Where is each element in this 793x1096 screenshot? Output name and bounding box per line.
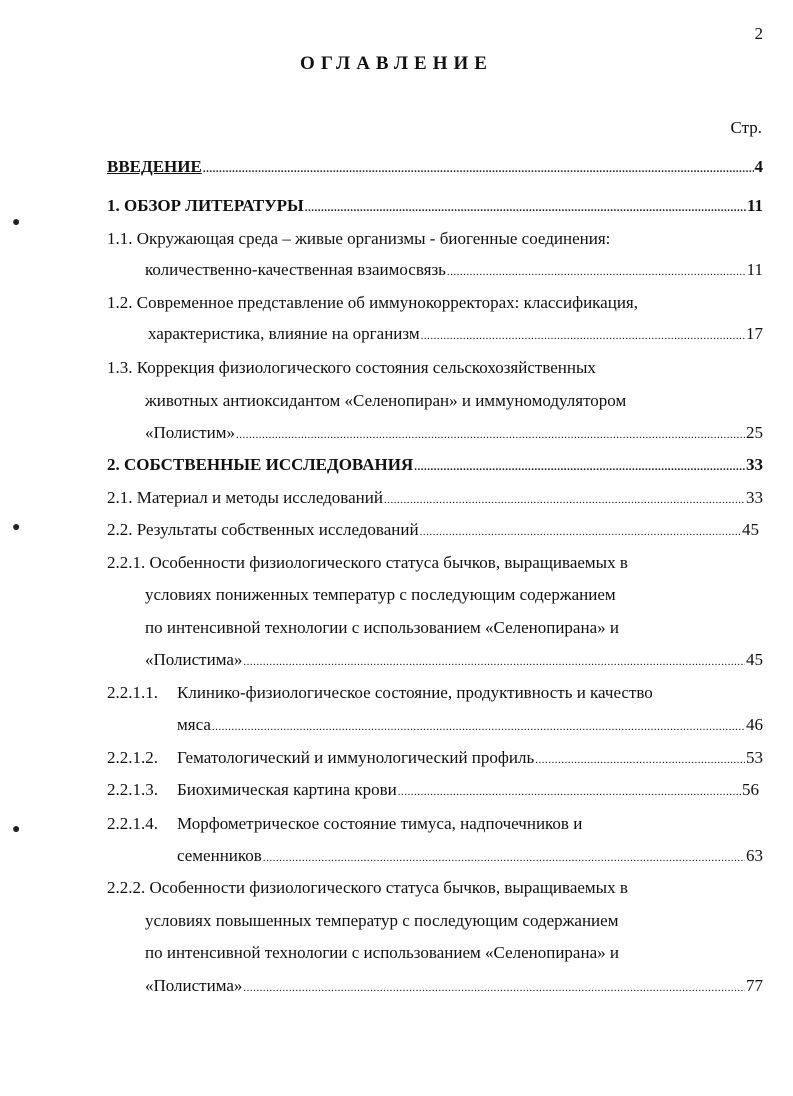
- toc-entry-number: 2.2.1.2.: [107, 748, 158, 767]
- toc-leader: [447, 261, 746, 283]
- toc-entry-page: 63: [746, 846, 763, 865]
- page-title: ОГЛАВЛЕНИЕ: [300, 53, 493, 74]
- toc-entry-line: по интенсивной технологии с использованием «Селенопирана» и: [145, 943, 619, 962]
- toc-leader: [212, 716, 745, 738]
- toc-entry-page: 11: [746, 196, 763, 215]
- toc-entry-title: Клинико-физиологическое состояние, продуктивность и качество: [177, 683, 653, 702]
- toc-entry-title: Морфометрическое состояние тимуса, надпочечников и: [177, 814, 583, 833]
- toc-entry-page: 33: [746, 488, 763, 507]
- toc-entry-page: 56: [742, 780, 759, 799]
- toc-entry-title: семенников: [177, 846, 262, 865]
- toc-entry-line: 1.1. Окружающая среда – живые организмы - биогенные соединения:: [107, 229, 611, 248]
- toc-entry: [107, 156, 763, 180]
- toc-entry: [148, 323, 763, 347]
- toc-entry: [177, 845, 763, 869]
- toc-leader: [421, 325, 745, 347]
- toc-entry-line: [107, 682, 653, 704]
- toc-entry-page: 45: [742, 520, 759, 539]
- toc-entry-line: 2.2.1. Особенности физиологического статуса бычков, выращиваемых в: [107, 553, 628, 572]
- toc-entry-line: по интенсивной технологии с использованием «Селенопирана» и: [145, 618, 619, 637]
- toc-entry-page: 17: [746, 324, 763, 343]
- toc-entry-line: [107, 813, 582, 835]
- toc-entry-title: «Полистим»: [145, 423, 235, 442]
- margin-mark: ●: [12, 822, 21, 837]
- toc-entry-page: 4: [754, 157, 763, 176]
- toc-entry-title: «Полистима»: [145, 976, 243, 995]
- toc-entry-page: 77: [746, 976, 763, 995]
- toc-leader: [203, 158, 754, 180]
- toc-leader: [414, 456, 745, 478]
- toc-entry: [107, 779, 759, 803]
- toc-leader: [243, 651, 745, 673]
- toc-entry-title: мяса: [177, 715, 211, 734]
- toc-entry-line: 1.3. Коррекция физиологического состояния сельскохозяйственных: [107, 358, 596, 377]
- toc-leader: [535, 749, 745, 771]
- toc-entry-title: «Полистима»: [145, 650, 243, 669]
- toc-entry-title: характеристика, влияние на организм: [148, 324, 420, 343]
- toc-entry-page: 25: [746, 423, 763, 442]
- page-column-label: Стр.: [730, 118, 762, 137]
- toc-entry-line: 2.2.2. Особенности физиологического статуса бычков, выращиваемых в: [107, 878, 628, 897]
- toc-leader: [236, 424, 745, 446]
- toc-leader: [305, 197, 746, 219]
- toc-entry-line: животных антиоксидантом «Селенопиран» и иммуномодулятором: [145, 391, 627, 410]
- toc-entry: [107, 747, 763, 771]
- toc-entry: [145, 975, 763, 999]
- toc-entry-title: количественно-качественная взаимосвязь: [145, 260, 446, 279]
- toc-entry-page: 33: [746, 455, 763, 474]
- toc-entry: [107, 454, 763, 478]
- toc-entry-title: ВВЕДЕНИЕ: [107, 157, 202, 176]
- toc-entry-line: условиях повышенных температур с последующим содержанием: [145, 911, 619, 930]
- toc-entry-title: Биохимическая картина крови: [177, 780, 397, 799]
- toc-leader: [243, 977, 745, 999]
- toc-entry: [107, 195, 763, 219]
- toc-entry-number: 2.2.1.1.: [107, 683, 158, 702]
- toc-entry-number: 2.2.1.4.: [107, 814, 158, 833]
- toc-entry-page: 45: [746, 650, 763, 669]
- toc-entry-title: 2. СОБСТВЕННЫЕ ИССЛЕДОВАНИЯ: [107, 455, 414, 474]
- toc-entry: [145, 259, 763, 283]
- toc-entry-title: 1. ОБЗОР ЛИТЕРАТУРЫ: [107, 196, 304, 215]
- toc-entry-title: 2.1. Материал и методы исследований: [107, 488, 383, 507]
- toc-entry: [107, 487, 763, 511]
- margin-mark: ●: [12, 520, 21, 535]
- toc-leader: [384, 489, 745, 511]
- toc-entry: [145, 649, 763, 673]
- toc-leader: [398, 781, 741, 803]
- toc-entry-number: 2.2.1.3.: [107, 780, 158, 799]
- toc-entry-title: Гематологический и иммунологический профиль: [177, 748, 535, 767]
- toc-entry: [145, 422, 763, 446]
- toc-entry-line: 1.2. Современное представление об иммунокорректорах: классификация,: [107, 293, 638, 312]
- toc-entry-title: 2.2. Результаты собственных исследований: [107, 520, 419, 539]
- toc-leader: [263, 847, 745, 869]
- toc-entry: [107, 519, 759, 543]
- margin-mark: ●: [12, 215, 21, 230]
- toc-entry-line: условиях пониженных температур с последующим содержанием: [145, 585, 616, 604]
- toc-leader: [420, 521, 741, 543]
- toc-entry-page: 53: [746, 748, 763, 767]
- toc-entry-page: 46: [746, 715, 763, 734]
- page-number: 2: [754, 24, 763, 43]
- toc-entry: [177, 714, 763, 738]
- toc-entry-page: 11: [746, 260, 763, 279]
